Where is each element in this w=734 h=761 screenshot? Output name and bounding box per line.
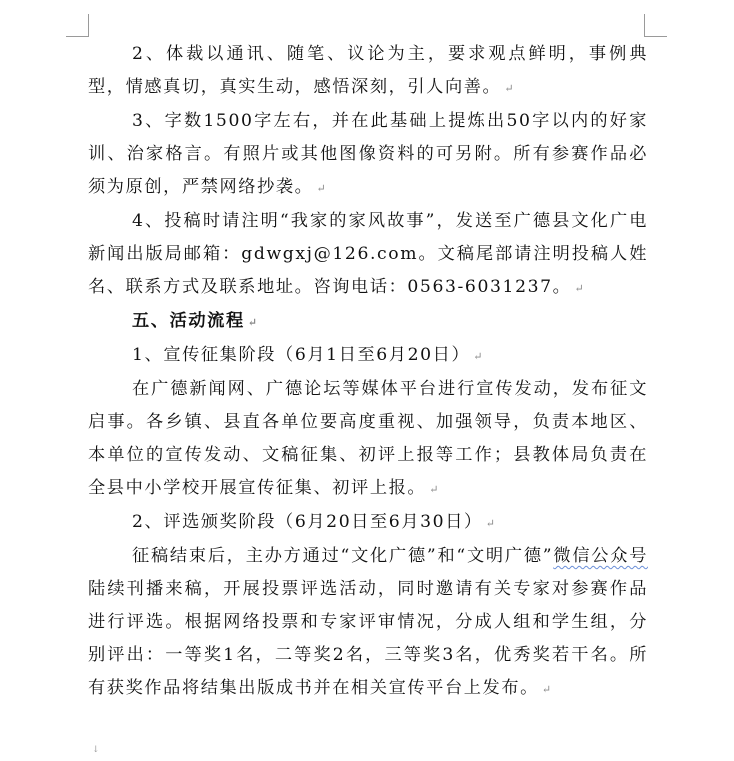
subheading-stage-1: 1、宣传征集阶段（6月1日至6月20日） ↵ bbox=[132, 345, 483, 365]
paragraph-submission: 4、投稿时请注明“我家的家风故事”，发送至广德县文化广电新闻出版局邮箱：gdwgxj@126.com。文稿尾部请注明投稿人姓名、联系方式及联系地址。咨询电话：0563-6031237。 ↵ bbox=[88, 211, 648, 297]
spellcheck-flagged-text: 微信公众号 bbox=[553, 546, 648, 566]
paragraph-mark-icon: ↵ bbox=[485, 517, 495, 530]
paragraph-mark-icon: ↵ bbox=[316, 182, 326, 195]
page-corner-mark-top-left bbox=[66, 14, 89, 37]
paragraph-genre-requirement: 2、体裁以通讯、随笔、议论为主，要求观点鲜明，事例典型，情感真切，真实生动，感悟深刻，引人向善。 ↵ bbox=[88, 44, 648, 97]
paragraph-mark-icon: ↵ bbox=[429, 483, 439, 496]
paragraph-mark-icon: ↵ bbox=[504, 82, 514, 95]
end-of-document-mark-icon: ↓ bbox=[92, 745, 100, 755]
page-corner-mark-top-right bbox=[644, 14, 667, 37]
section-heading-process: 五、活动流程 ↵ bbox=[132, 311, 257, 331]
paragraph-mark-icon: ↵ bbox=[473, 350, 483, 363]
subheading-stage-2: 2、评选颁奖阶段（6月20日至6月30日） ↵ bbox=[132, 512, 495, 532]
paragraph-stage-2: 征稿结束后，主办方通过“文化广德”和“文明广德”微信公众号陆续刊播来稿，开展投票评选活动，同时邀请有关专家对参赛作品进行评选。根据网络投票和专家评审情况，分成人组和学生组，分别评出：一等奖1名，二等奖2名，三等奖3名，优秀奖若干名。所有获奖作品将结集出版成书并在相关宣传平台上发布。 ↵ bbox=[88, 546, 648, 698]
paragraph-mark-icon: ↵ bbox=[574, 282, 584, 295]
paragraph-word-count: 3、字数1500字左右，并在此基础上提炼出50字以内的好家训、治家格言。有照片或其他图像资料的可另附。所有参赛作品必须为原创，严禁网络抄袭。 ↵ bbox=[88, 111, 648, 197]
paragraph-stage-1: 在广德新闻网、广德论坛等媒体平台进行宣传发动，发布征文启事。各乡镇、县直各单位要高度重视、加强领导，负责本地区、本单位的宣传发动、文稿征集、初评上报等工作；县教体局负责在全县中小学校开展宣传征集、初评上报。 ↵ bbox=[88, 379, 648, 498]
paragraph-mark-icon: ↵ bbox=[541, 683, 552, 696]
paragraph-mark-icon: ↵ bbox=[247, 316, 257, 329]
document-page bbox=[88, 38, 648, 706]
